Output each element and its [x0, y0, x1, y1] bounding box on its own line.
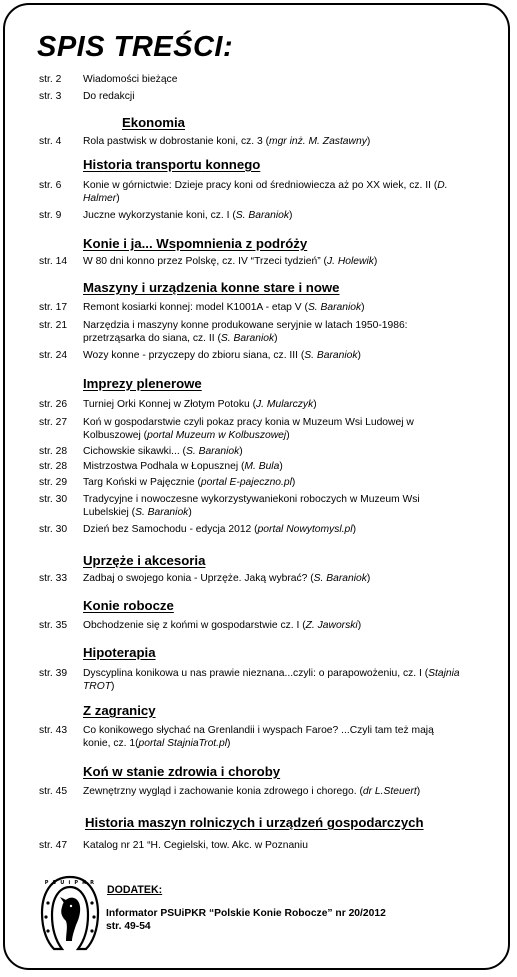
entry-text: Do redakcji: [83, 91, 135, 102]
entry-author: Z. Jaworski: [305, 620, 358, 631]
entry-suffix: ): [357, 350, 361, 361]
entry-author: portal StajniaTrot.pl: [138, 737, 228, 749]
entry-author: S. Baraniok: [304, 350, 358, 361]
section-heading: Koń w stanie zdrowia i choroby: [83, 764, 281, 779]
section-heading: Historia maszyn rolniczych i urządzeń gospodarczych: [85, 815, 424, 830]
entry-page-number: str. 9: [39, 210, 62, 221]
entry-text: Juczne wykorzystanie koni, cz. I (: [83, 210, 236, 221]
entry-title: [83, 91, 463, 104]
entry-title: [83, 668, 463, 693]
entry-suffix: ): [291, 477, 296, 488]
entry-title: [83, 840, 463, 853]
section-heading: Ekonomia: [122, 115, 186, 130]
entry-title: [83, 461, 463, 474]
entry-suffix: ): [227, 737, 231, 749]
entry-text: W 80 dni konno przez Polskę, cz. IV “Trzeci tydzień” (: [83, 256, 327, 267]
supplement-line-1: Informator PSUiPKR “Polskie Konie Robocze” nr 20/2012: [106, 908, 386, 919]
entry-text: Dyscyplina konikowa u nas prawie nieznana...czyli: o parapowożeniu, cz. I (: [83, 668, 429, 679]
section-heading: Uprzęże i akcesoria: [83, 553, 206, 568]
entry-page-number: str. 21: [39, 320, 68, 331]
entry-page-number: str. 43: [39, 725, 68, 736]
entry-title: [83, 180, 463, 205]
section-heading: Z zagranicy: [83, 703, 156, 718]
entry-suffix: ): [313, 399, 317, 410]
entry-page-number: str. 30: [39, 524, 68, 535]
entry-author: J. Mularczyk: [256, 399, 314, 410]
entry-author: J. Holewik: [326, 256, 374, 267]
entry-text: Mistrzostwa Podhala w Łopusznej (: [83, 461, 245, 472]
entry-text: Turniej Orki Konnej w Złotym Potoku (: [83, 399, 257, 410]
entry-page-number: str. 27: [39, 417, 68, 428]
entry-page-number: str. 47: [39, 840, 68, 851]
entry-author: S. Baraniok: [186, 446, 240, 457]
supplement-text: [106, 908, 426, 933]
entry-author: S. Baraniok: [220, 332, 275, 344]
entry-author: portal E-pajeczno.pl: [200, 477, 292, 488]
section-heading: Maszyny i urządzenia konne stare i nowe: [83, 280, 340, 295]
section-heading: Konie robocze: [83, 598, 174, 613]
svg-text:P S U i P K R: P S U i P K R: [44, 880, 96, 886]
entry-author: S. Baraniok: [307, 302, 362, 313]
entry-page-number: str. 39: [39, 668, 68, 679]
entry-text: Konie w górnictwie: Dzieje pracy koni od średniowiecza aż po XX wiek, cz. II (: [83, 180, 438, 191]
section-heading: Historia transportu konnego: [83, 157, 261, 172]
entry-title: [83, 620, 463, 633]
entry-author: Stajnia TROT: [83, 668, 460, 692]
entry-suffix: ): [286, 429, 290, 441]
entry-page-number: str. 14: [39, 256, 68, 267]
section-heading: Hipoterapia: [83, 645, 156, 660]
entry-suffix: ): [111, 680, 115, 692]
entry-title: [83, 573, 463, 586]
entry-page-number: str. 4: [39, 136, 62, 147]
entry-title: [83, 524, 463, 537]
entry-text: Wiadomości bieżące: [83, 74, 178, 85]
entry-author: S. Baraniok: [235, 210, 290, 221]
entry-suffix: ): [188, 506, 192, 518]
entry-title: [83, 256, 463, 269]
entry-suffix: ): [289, 210, 293, 221]
entry-title: [83, 786, 463, 799]
entry-text: Co konikowego słychać na Grenlandii i wyspach Faroe? ...Czyli tam też mają konie, cz. 1(: [83, 725, 434, 749]
entry-text: Katalog nr 21 “H. Cegielski, tow. Akc. w Poznaniu: [83, 840, 308, 851]
entry-suffix: ): [366, 136, 371, 147]
entry-title: [83, 494, 463, 519]
entry-page-number: str. 3: [39, 91, 62, 102]
entry-text: Zewnętrzny wygląd i zachowanie konia zdrowego i chorego. (: [83, 786, 363, 797]
entry-page-number: str. 28: [39, 461, 68, 472]
entry-title: [83, 399, 463, 412]
entry-text: Koń w gospodarstwie czyli pokaz pracy konia w Muzeum Wsi Ludowej w Kolbuszowej (: [83, 417, 414, 441]
entry-page-number: str. 30: [39, 494, 68, 505]
entry-author: dr L.Steuert: [362, 786, 417, 797]
entry-author: D. Halmer: [83, 180, 448, 204]
page-title: SPIS TREŚCI:: [37, 31, 234, 63]
entry-title: [83, 210, 463, 223]
entry-suffix: ): [416, 786, 421, 797]
entry-suffix: ): [352, 524, 357, 535]
entry-page-number: str. 24: [39, 350, 68, 361]
entry-title: [83, 136, 463, 149]
entry-text: Cichowskie sikawki... (: [83, 446, 186, 457]
entry-page-number: str. 33: [39, 573, 68, 584]
entry-title: [83, 477, 463, 490]
entry-title: [83, 446, 463, 459]
entry-page-number: str. 29: [39, 477, 68, 488]
entry-title: [83, 302, 463, 315]
entry-suffix: ): [366, 573, 371, 584]
entry-suffix: ): [116, 192, 120, 204]
entry-author: S. Baraniok: [135, 506, 189, 518]
entry-text: Dzień bez Samochodu - edycja 2012 (: [83, 524, 258, 535]
section-heading: Imprezy plenerowe: [83, 376, 202, 391]
entry-suffix: ): [357, 620, 362, 631]
entry-author: portal Muzeum w Kolbuszowej: [147, 429, 287, 441]
entry-text: Obchodzenie się z końmi w gospodarstwie cz. I (: [83, 620, 306, 631]
entry-page-number: str. 2: [39, 74, 62, 85]
entry-suffix: ): [361, 302, 365, 313]
entry-suffix: ): [274, 332, 278, 344]
entry-title: [83, 320, 463, 345]
entry-suffix: ): [239, 446, 243, 457]
entry-suffix: ): [373, 256, 378, 267]
entry-text: Targ Koński w Pajęcznie (: [83, 477, 201, 488]
section-heading: Konie i ja... Wspomnienia z podróży: [83, 236, 308, 251]
entry-page-number: str. 28: [39, 446, 68, 457]
supplement-line-2: str. 49-54: [106, 920, 151, 932]
entry-title: [83, 725, 463, 750]
entry-author: portal Nowytomysl.pl: [257, 524, 353, 535]
entry-page-number: str. 45: [39, 786, 68, 797]
entry-page-number: str. 26: [39, 399, 68, 410]
entry-text: Narzędzia i maszyny konne produkowane seryjnie w latach 1950-1986: przetrząsarka do siana, cz. II (: [83, 320, 408, 344]
entry-text: Tradycyjne i nowoczesne wykorzystywaniekoni roboczych w Muzeum Wsi Lubelskiej (: [83, 494, 420, 518]
entry-text: Wozy konne - przyczepy do zbioru siana, cz. III (: [83, 350, 305, 361]
horseshoe-logo: [38, 873, 102, 953]
entry-title: [83, 350, 463, 363]
entry-title: [83, 417, 463, 442]
entry-page-number: str. 6: [39, 180, 62, 191]
entry-text: Remont kosiarki konnej: model K1001A - etap V (: [83, 302, 308, 313]
entry-suffix: ): [279, 461, 283, 472]
entry-title: [83, 74, 463, 87]
entry-text: Zadbaj o swojego konia - Uprzęże. Jaką wybrać? (: [83, 573, 314, 584]
entry-author: M. Bula: [244, 461, 280, 472]
supplement-label: DODATEK:: [107, 884, 163, 896]
entry-page-number: str. 35: [39, 620, 68, 631]
entry-page-number: str. 17: [39, 302, 68, 313]
entry-author: mgr inż. M. Zastawny: [269, 136, 367, 147]
entry-text: Rola pastwisk w dobrostanie koni, cz. 3 (: [83, 136, 269, 147]
entry-author: S. Baraniok: [313, 573, 367, 584]
